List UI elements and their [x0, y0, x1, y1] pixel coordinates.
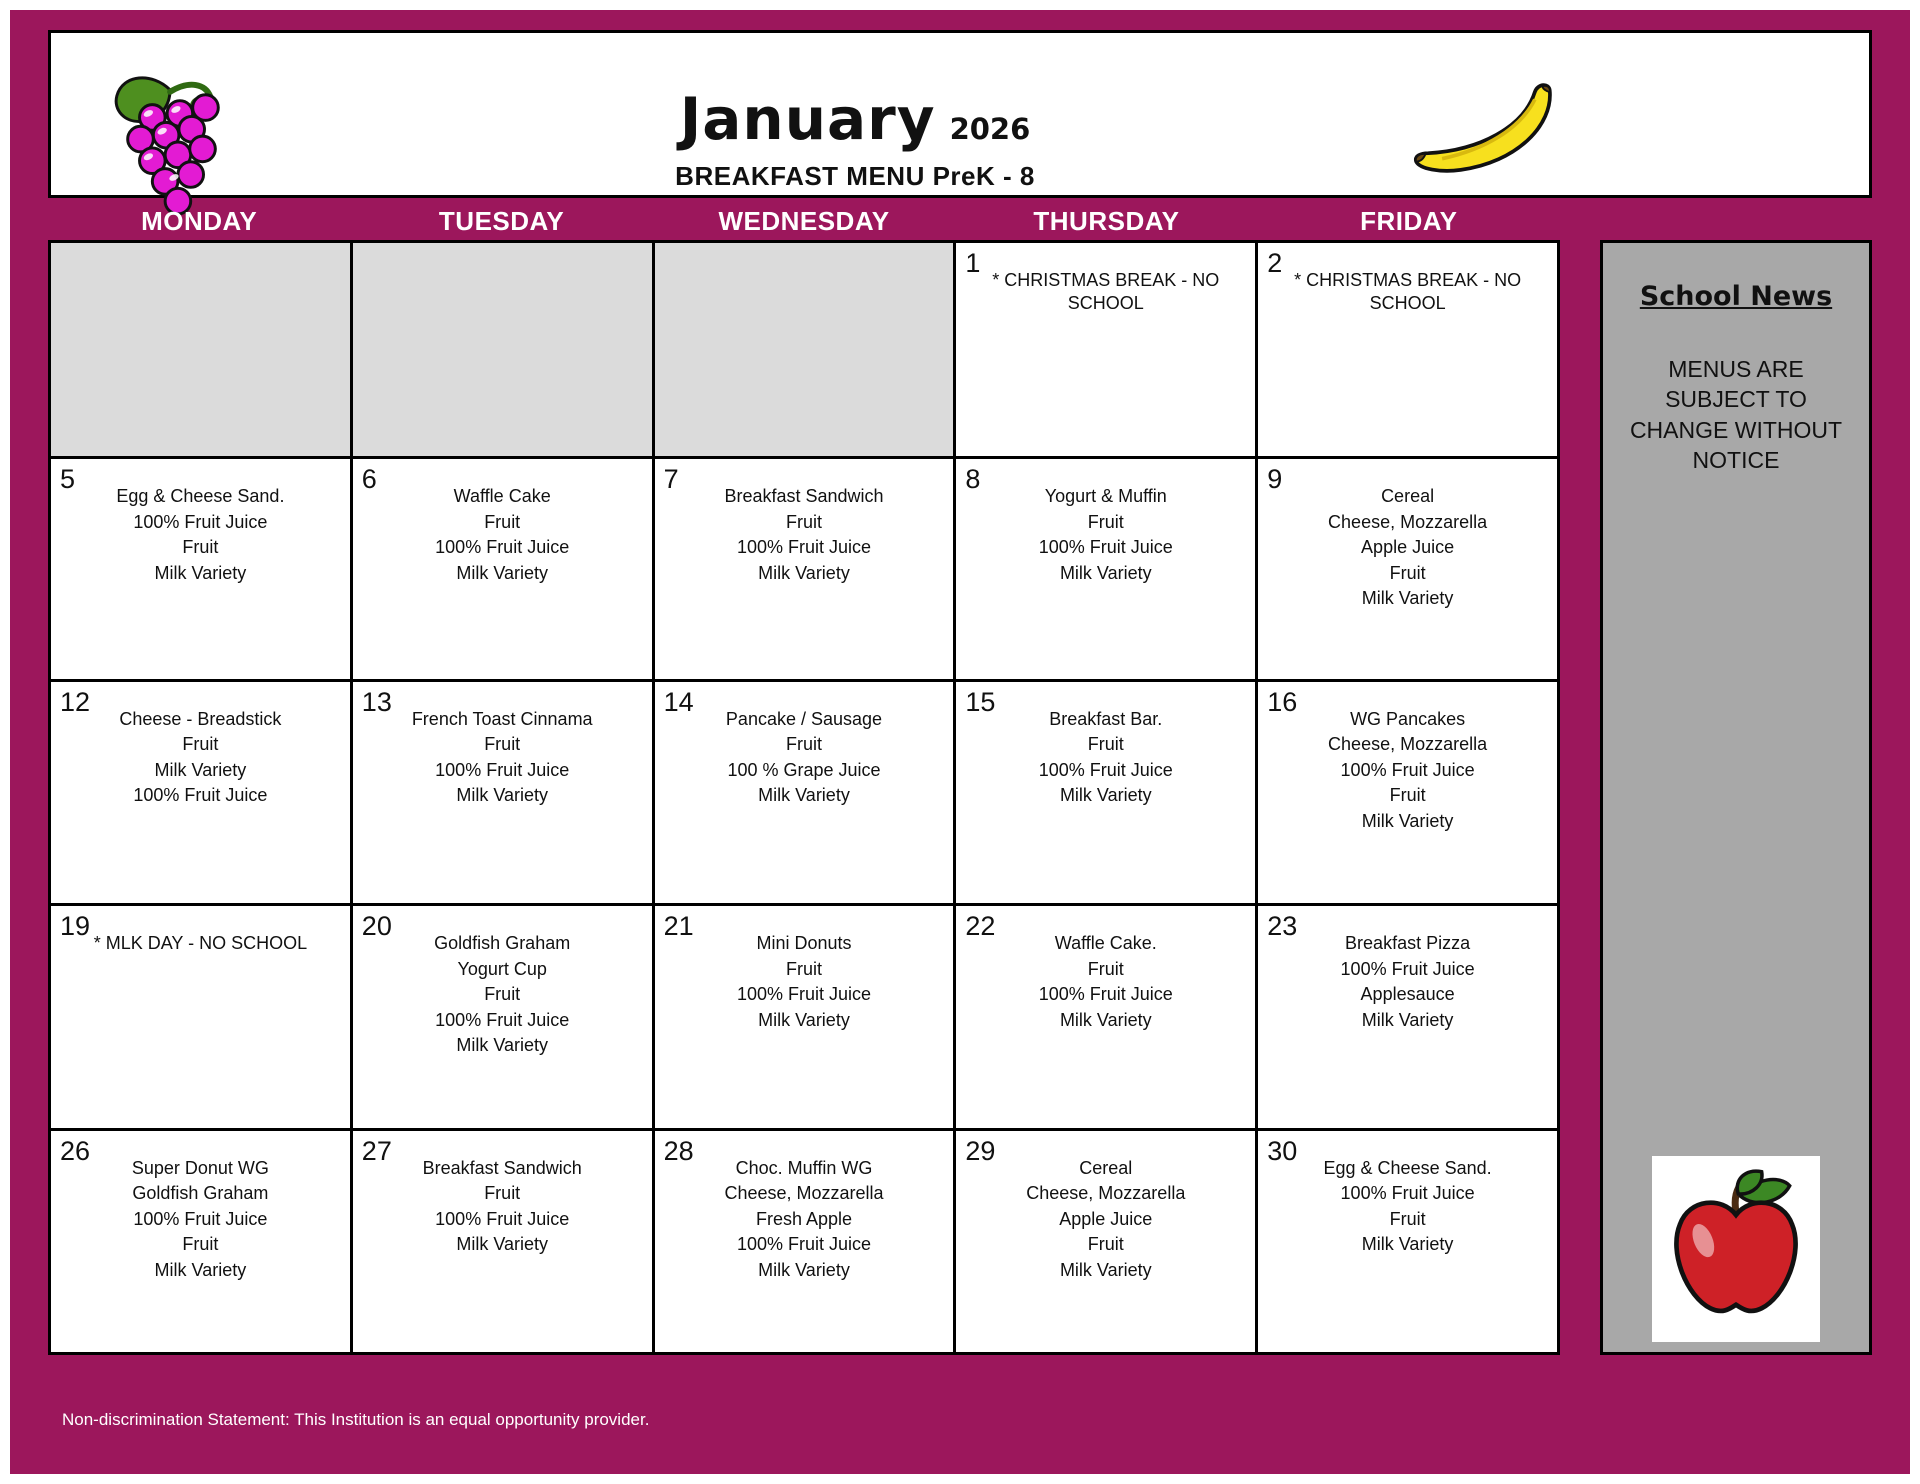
menu-line: Milk Variety: [456, 1234, 549, 1255]
calendar-cell-day-1: [956, 243, 1255, 456]
day-number: 20: [361, 911, 392, 942]
menu-line: Milk Variety: [758, 1009, 850, 1030]
menu-line: Super Donut WG: [131, 1157, 269, 1178]
menu-items: [956, 708, 1255, 807]
menu-line: WG Pancakes: [1350, 708, 1466, 729]
calendar-cell-day-26: [51, 1131, 350, 1352]
calendar-cell-empty: [51, 243, 350, 456]
day-number: 19: [60, 911, 91, 942]
menu-line: Cheese, Mozzarella: [1328, 511, 1488, 532]
menu-line: 100% Fruit Juice: [1038, 537, 1173, 558]
calendar-cell-day-7: [655, 459, 954, 678]
menu-line: Breakfast Sandwich: [724, 486, 884, 507]
menu-line: Fruit: [1389, 1208, 1426, 1229]
menu-line: 100% Fruit Juice: [435, 1009, 570, 1030]
menu-line: Fruit: [182, 734, 219, 755]
calendar-cell-day-22: [956, 906, 1255, 1127]
day-number: 22: [965, 911, 996, 942]
day-number: 6: [361, 464, 377, 495]
menu-line: Milk Variety: [154, 759, 247, 780]
menu-items: [51, 708, 350, 807]
menu-line: Egg & Cheese Sand.: [1323, 1157, 1492, 1178]
menu-line: Pancake / Sausage: [725, 708, 883, 729]
day-number: 14: [663, 686, 694, 717]
calendar-cell-day-27: [353, 1131, 652, 1352]
menu-line: 100% Fruit Juice: [736, 537, 872, 558]
menu-line: Milk Variety: [1059, 1259, 1152, 1280]
menu-line: Milk Variety: [1059, 1009, 1152, 1030]
calendar-cell-day-23: [1258, 906, 1557, 1127]
menu-items: [1258, 485, 1557, 610]
menu-items: [655, 485, 954, 584]
menu-line: * CHRISTMAS BREAK - NO SCHOOL: [992, 270, 1220, 313]
weekday-header-monday: MONDAY: [141, 206, 258, 236]
calendar-cell-day-19: [51, 906, 350, 1127]
menu-items: [353, 1157, 652, 1256]
menu-items: [51, 485, 350, 584]
menu-line: Fruit: [785, 734, 822, 755]
menu-items: [353, 485, 652, 584]
menu-line: 100% Fruit Juice: [736, 984, 872, 1005]
menu-line: Cheese, Mozzarella: [1026, 1183, 1186, 1204]
menu-items: [956, 269, 1255, 314]
menu-line: Fruit: [484, 734, 521, 755]
menu-line: Choc. Muffin WG: [735, 1157, 873, 1178]
menu-line: 100% Fruit Juice: [133, 785, 268, 806]
menu-line: Goldfish Graham: [132, 1183, 269, 1204]
menu-line: Milk Variety: [758, 785, 850, 806]
menu-line: Fruit: [1087, 511, 1124, 532]
menu-line: Fruit: [1087, 1234, 1124, 1255]
menu-line: Milk Variety: [1361, 1009, 1454, 1030]
weekday-header-friday: FRIDAY: [1360, 206, 1458, 236]
banana-icon: [1403, 79, 1561, 181]
menu-line: Breakfast Sandwich: [422, 1157, 582, 1178]
menu-items: [51, 1157, 350, 1282]
menu-line: 100% Fruit Juice: [133, 511, 268, 532]
menu-line: Cheese, Mozzarella: [1328, 734, 1488, 755]
menu-line: Apple Juice: [1361, 537, 1455, 558]
menu-items: [655, 708, 954, 807]
menu-items: [1258, 269, 1557, 314]
menu-line: Fruit: [182, 537, 219, 558]
menu-line: Milk Variety: [1361, 1234, 1454, 1255]
day-number: 16: [1267, 686, 1298, 717]
menu-subtitle: BREAKFAST MENU PreK - 8: [675, 161, 1035, 191]
menu-line: Milk Variety: [456, 1035, 549, 1056]
menu-line: Fruit: [484, 1183, 521, 1204]
menu-line: Egg & Cheese Sand.: [116, 486, 285, 507]
page-title-year: 2026: [949, 112, 1031, 146]
calendar-cell-day-21: [655, 906, 954, 1127]
menu-line: Cheese, Mozzarella: [724, 1183, 884, 1204]
menu-line: Milk Variety: [1059, 785, 1152, 806]
menu-line: 100% Fruit Juice: [1038, 759, 1173, 780]
day-number: 5: [60, 464, 76, 495]
weekday-header-wednesday: WEDNESDAY: [718, 206, 890, 236]
menu-line: Fruit: [1087, 734, 1124, 755]
menu-line: Fruit: [785, 511, 822, 532]
sidebar-title: School News: [1639, 281, 1833, 312]
day-number: 13: [361, 686, 392, 717]
menu-line: Fruit: [1389, 562, 1426, 583]
menu-line: Cereal: [1079, 1157, 1133, 1178]
page-title-month: January: [679, 85, 936, 153]
calendar-cell-empty: [353, 243, 652, 456]
menu-line: Fruit: [1087, 958, 1124, 979]
menu-items: [655, 1157, 954, 1282]
menu-line: Fruit: [785, 958, 822, 979]
menu-line: 100% Fruit Juice: [435, 759, 570, 780]
menu-line: 100% Fruit Juice: [1340, 759, 1475, 780]
menu-line: 100% Fruit Juice: [435, 537, 570, 558]
menu-line: Breakfast Bar.: [1049, 708, 1163, 729]
menu-line: Waffle Cake: [453, 486, 551, 507]
menu-line: Yogurt Cup: [457, 958, 547, 979]
menu-line: 100% Fruit Juice: [435, 1208, 570, 1229]
day-number: 28: [663, 1135, 694, 1166]
menu-items: [1258, 1157, 1557, 1256]
weekday-header-thursday: THURSDAY: [1033, 206, 1180, 236]
menu-line: Waffle Cake.: [1054, 933, 1157, 954]
day-number: 1: [965, 248, 981, 278]
menu-line: 100% Fruit Juice: [1340, 958, 1475, 979]
menu-line: Milk Variety: [456, 785, 549, 806]
menu-line: Fresh Apple: [755, 1208, 853, 1229]
calendar-cell-day-15: [956, 682, 1255, 903]
calendar-cell-empty: [655, 243, 954, 456]
menu-line: Milk Variety: [758, 1259, 850, 1280]
day-number: 30: [1267, 1135, 1298, 1166]
weekday-header-row: [48, 203, 1560, 240]
day-number: 15: [965, 686, 996, 717]
calendar-cell-day-30: [1258, 1131, 1557, 1352]
menu-line: Fruit: [484, 511, 521, 532]
menu-items: [1258, 708, 1557, 833]
menu-header: [48, 30, 1872, 198]
calendar-cell-day-8: [956, 459, 1255, 678]
calendar-cell-day-5: [51, 459, 350, 678]
menu-line: Milk Variety: [1361, 810, 1454, 831]
calendar-cell-day-28: [655, 1131, 954, 1352]
menu-line: Fruit: [1389, 785, 1426, 806]
day-number: 2: [1267, 248, 1283, 278]
menu-line: Milk Variety: [154, 562, 247, 583]
menu-line: 100% Fruit Juice: [1340, 1183, 1475, 1204]
menu-items: [1258, 932, 1557, 1031]
menu-line: Cereal: [1381, 486, 1435, 507]
menu-line: 100 % Grape Juice: [727, 759, 881, 780]
menu-items: [51, 932, 350, 955]
menu-line: Fruit: [484, 984, 521, 1005]
menu-line: Goldfish Graham: [434, 933, 571, 954]
apple-image-box: [1652, 1156, 1820, 1342]
calendar-cell-day-13: [353, 682, 652, 903]
day-number: 9: [1267, 464, 1283, 495]
day-number: 27: [361, 1135, 392, 1166]
calendar-cell-day-16: [1258, 682, 1557, 903]
calendar-cell-day-20: [353, 906, 652, 1127]
day-number: 21: [663, 911, 694, 942]
menu-line: 100% Fruit Juice: [133, 1208, 268, 1229]
school-news-sidebar: [1600, 240, 1872, 1355]
menu-line: Milk Variety: [758, 562, 850, 583]
menu-items: [353, 932, 652, 1057]
menu-items: [353, 708, 652, 807]
menu-line: Milk Variety: [1361, 588, 1454, 609]
menu-line: Milk Variety: [154, 1259, 247, 1280]
menu-line: 100% Fruit Juice: [736, 1234, 872, 1255]
menu-line: Breakfast Pizza: [1345, 933, 1471, 954]
menu-line: 100% Fruit Juice: [1038, 984, 1173, 1005]
non-discrimination-statement: Non-discrimination Statement: This Institution is an equal opportunity provider.: [62, 1410, 650, 1429]
menu-items: [956, 485, 1255, 584]
sidebar-note: MENUS ARE SUBJECT TO CHANGE WITHOUT NOTICE: [1629, 356, 1843, 474]
menu-line: * CHRISTMAS BREAK - NO SCHOOL: [1294, 270, 1522, 313]
calendar-cell-day-29: [956, 1131, 1255, 1352]
menu-line: French Toast Cinnama: [411, 708, 593, 729]
day-number: 29: [965, 1135, 996, 1166]
menu-line: Cheese - Breadstick: [119, 708, 282, 729]
menu-items: [655, 932, 954, 1031]
calendar-cell-day-9: [1258, 459, 1557, 678]
menu-line: Apple Juice: [1059, 1208, 1153, 1229]
weekday-header-tuesday: TUESDAY: [438, 206, 565, 236]
calendar-cell-day-14: [655, 682, 954, 903]
menu-line: Fruit: [182, 1234, 219, 1255]
calendar-cell-day-2: [1258, 243, 1557, 456]
menu-line: * MLK DAY - NO SCHOOL: [93, 933, 308, 954]
apple-icon: [1666, 1168, 1806, 1331]
menu-items: [956, 932, 1255, 1031]
calendar-cell-day-6: [353, 459, 652, 678]
calendar-grid: [48, 240, 1560, 1355]
menu-line: Milk Variety: [1059, 562, 1152, 583]
day-number: 7: [663, 464, 679, 495]
day-number: 23: [1267, 911, 1298, 942]
menu-line: Milk Variety: [456, 562, 549, 583]
menu-line: Mini Donuts: [756, 933, 852, 954]
menu-line: Applesauce: [1360, 984, 1455, 1005]
menu-items: [956, 1157, 1255, 1282]
day-number: 8: [965, 464, 981, 495]
menu-line: Yogurt & Muffin: [1044, 486, 1167, 507]
day-number: 12: [60, 686, 91, 717]
day-number: 26: [60, 1135, 91, 1166]
calendar-cell-day-12: [51, 682, 350, 903]
